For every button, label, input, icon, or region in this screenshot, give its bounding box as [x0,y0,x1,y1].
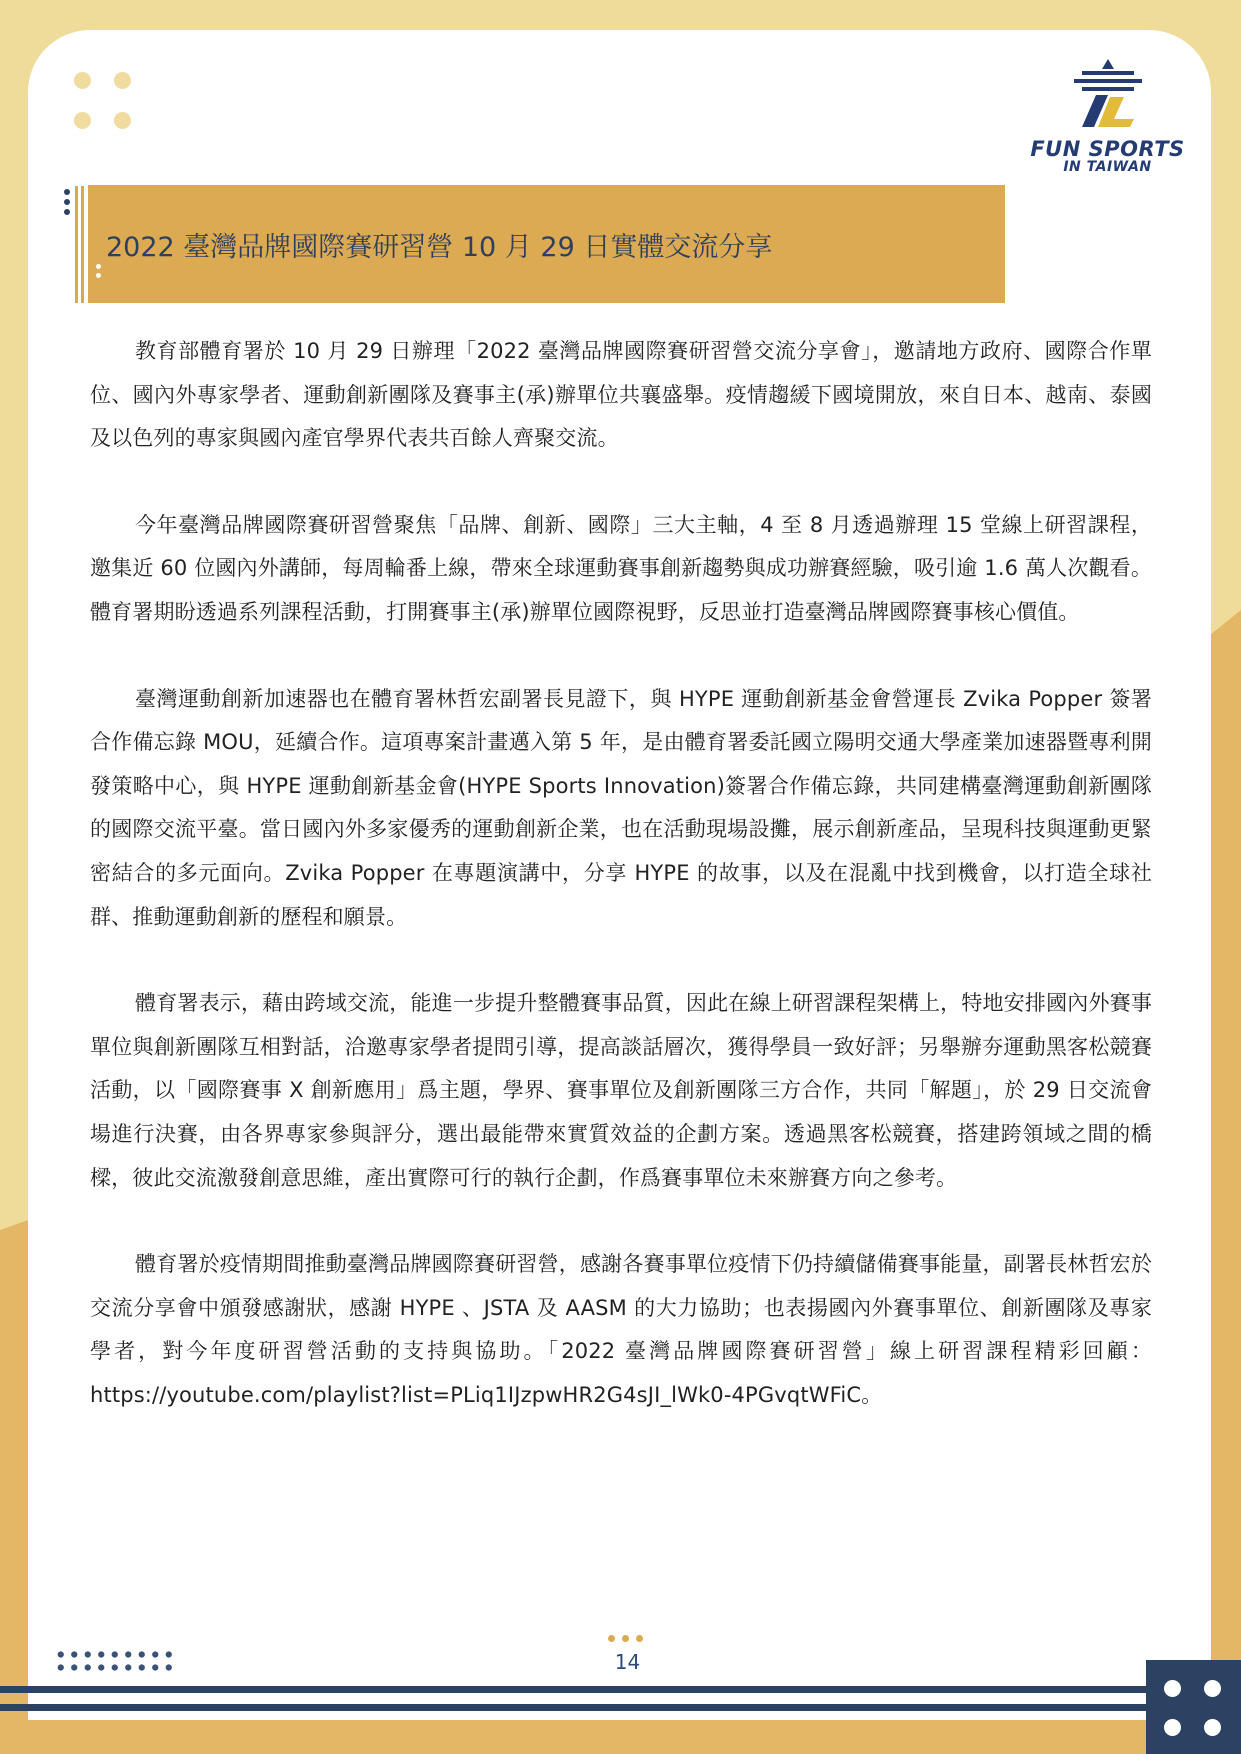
fun-sports-logo [1030,55,1185,180]
decorative-dots-top-left [72,70,132,130]
footer-stripe [0,1704,1146,1711]
logo-text-line1: FUN SPORTS [1030,137,1185,161]
page-number: 14 [614,1650,641,1674]
corner-block [1146,1660,1241,1754]
paragraph-2: 今年臺灣品牌國際賽研習營聚焦「品牌、創新、國際」三大主軸，4 至 8 月透過辦理 15 堂線上研習課程，邀集近 60 位國內外講師，每周輪番上線，帶來全球運動賽事創新趨勢與成功辦賽經驗，吸引逾 1.6 萬人次觀看。體育署期盼透過系列課程活動，打開賽事主(承)辦單位國際視野，反思並打造臺灣品牌國際賽事核心價值。 [90,512,1152,624]
article-body [90,330,1152,1460]
banner-accent-line [81,186,84,303]
page-number-dots [608,1635,648,1645]
paragraph-5: 體育署於疫情期間推動臺灣品牌國際賽研習營，感謝各賽事單位疫情下仍持續儲備賽事能量，副署長林哲宏於交流分享會中頒發感謝狀，感謝 HYPE 、JSTA 及 AASM 的大力協助；也表揚國內外賽事單位、創新團隊及專家學者，對今年度研習營活動的支持與協助。「2022 臺灣品牌國際賽研習營」線上研習課程精彩回顧：https://youtube.com/playlist?list=PLiq1IJzpwHR2G4sJI_lWk0-4PGvqtWFiC。 [90,1252,1152,1407]
footer-stripe [0,1686,1146,1693]
page-title: 2022 臺灣品牌國際賽研習營 10 月 29 日實體交流分享 [106,232,773,263]
logo-text-line2: IN TAIWAN [1063,159,1152,175]
decorative-dots-footer [54,1648,174,1674]
paragraph-4: 體育署表示，藉由跨域交流，能進一步提升整體賽事品質，因此在線上研習課程架構上，特地安排國內外賽事單位與創新團隊互相對話，洽邀專家學者提問引導，提高談話層次，獲得學員一致好評；另舉辦夯運動黑客松競賽活動，以「國際賽事 X 創新應用」爲主題，學界、賽事單位及創新團隊三方合作，共同「解題」，於 29 日交流會場進行決賽，由各界專家參與評分，選出最能帶來實質效益的企劃方案。透過黑客松競賽，搭建跨領域之間的橋樑，彼此交流激發創意思維，產出實際可行的執行企劃，作爲賽事單位未來辦賽方向之參考。 [90,991,1152,1190]
banner-accent-line [75,186,78,303]
paragraph-1: 教育部體育署於 10 月 29 日辦理「2022 臺灣品牌國際賽研習營交流分享會」，邀請地方政府、國際合作單位、國內外專家學者、運動創新團隊及賽事主(承)辦單位共襄盛舉。疫情趨緩下國境開放，來自日本、越南、泰國及以色列的專家與國內產官學界代表共百餘人齊聚交流。 [90,339,1152,451]
paragraph-3: 臺灣運動創新加速器也在體育署林哲宏副署長見證下，與 HYPE 運動創新基金會營運長 Zvika Popper 簽署合作備忘錄 MOU，延續合作。這項專案計畫邁入第 5 年，是由體育署委託國立陽明交通大學產業加速器暨專利開發策略中心，與 HYPE 運動創新基金會(HYPE Sports Innovation)簽署合作備忘錄，共同建構臺灣運動創新團隊的國際交流平臺。當日國內外多家優秀的運動創新企業，也在活動現場設攤，展示創新產品，呈現科技與運動更緊密結合的多元面向。Zvika Popper 在專題演講中，分享 HYPE 的故事，以及在混亂中找到機會，以打造全球社群、推動運動創新的歷程和願景。 [90,686,1152,929]
fun-sports-emblem-icon [1068,55,1148,135]
